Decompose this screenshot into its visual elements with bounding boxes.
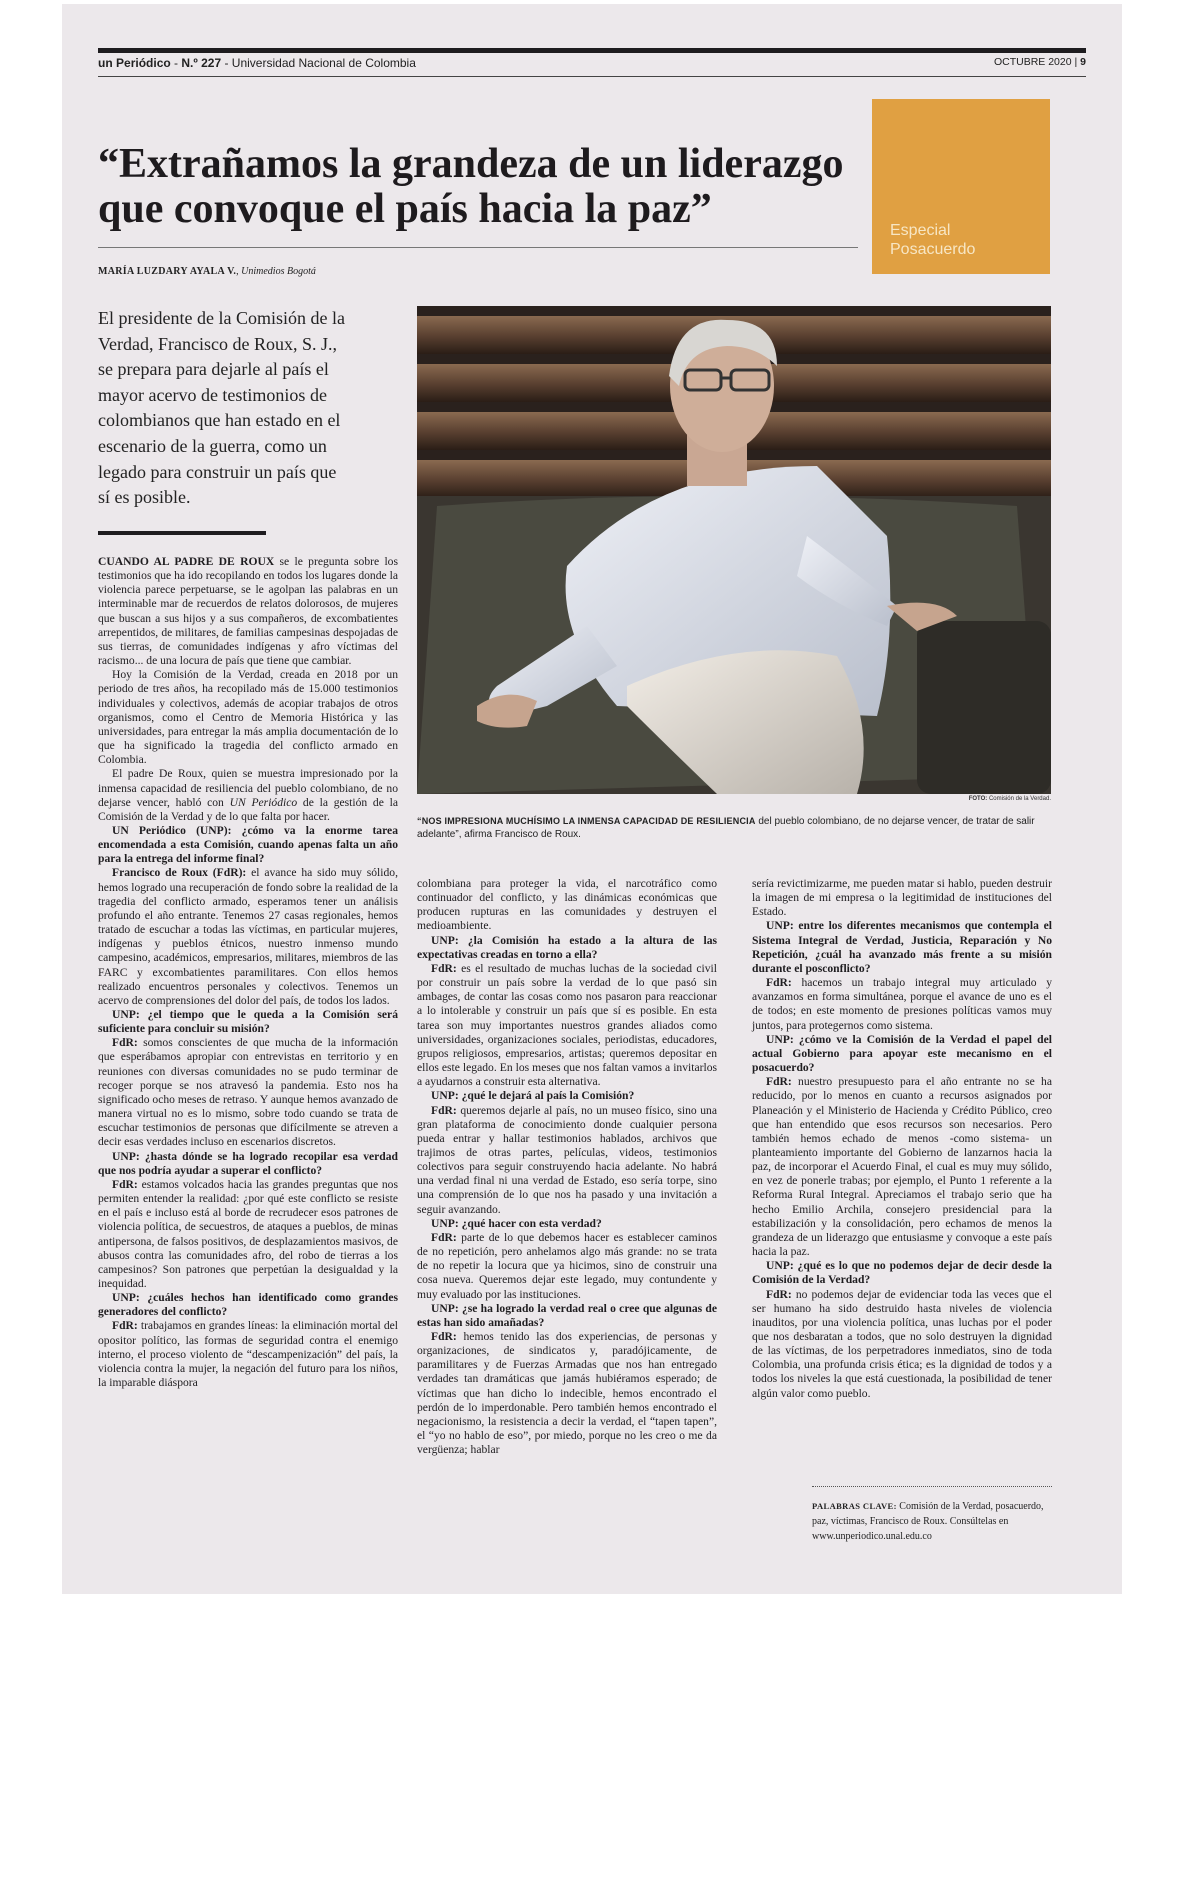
section-tag bbox=[872, 99, 1050, 274]
answer-text: trabajamos en grandes líneas: la eliminación mortal del opositor político, las formas de seguridad contra el enemigo interno, el proceso violento de “descampenización” del país, la violencia contra la mujer, la negación del futuro para los niños, la imparable diáspora bbox=[98, 1319, 398, 1390]
running-header bbox=[98, 56, 1086, 74]
question-speaker: UNP: bbox=[112, 1149, 140, 1163]
photo-credit bbox=[969, 796, 1051, 802]
answer-speaker: FdR: bbox=[112, 1036, 138, 1050]
answer bbox=[417, 1104, 717, 1217]
question-text: ¿el tiempo que le queda a la Comisión será suficiente para concluir su misión? bbox=[98, 1008, 398, 1036]
answer-speaker: FdR: bbox=[431, 1103, 457, 1117]
paragraph: sería revictimizarme, me pueden matar si hablo, pueden destruir la imagen de mi empresa o la legitimidad de instituciones del Estado. bbox=[752, 877, 1052, 919]
answer-text: nuestro presupuesto para el año entrante no se ha reducido, por lo menos en cuanto a recursos asignados por Planeación y el Ministerio de Hacienda y Crédito Público, creo que han entendido que esos recursos son necesarios. Pero también hemos echado de menos -como sistema- un planteamiento importante del Gobierno de lanzarnos hacia la paz, de incorporar el Acuerdo Final, el cual es muy muy sólido, en vez de ponerle trabas; por ejemplo, el Punto 1 referente a la Reforma Rural Integral. Apreciamos el trabajo serio que ha hecho Emilio Archila, consejero presidencial para la estabilización y la consolidación, pero echamos de menos la grandeza de un liderazgo que entusiasme y convoque a este país hacia la paz. bbox=[752, 1075, 1052, 1259]
keywords-text: Comisión de la Verdad, posacuerdo, paz, víctimas, Francisco de Roux. Consúltelas en www.unperiodico.unal.edu.co bbox=[812, 1501, 1044, 1542]
question-speaker: UNP: bbox=[112, 1291, 140, 1305]
headline: “Extrañamos la grandeza de un liderazgo que convoque el país hacia la paz” bbox=[98, 141, 844, 232]
issue-date: OCTUBRE 2020 bbox=[993, 56, 1072, 68]
answer-text: es el resultado de muchas luchas de la sociedad civil por construir un país sobre la verdad de lo que pasó sin ambages, de contar las cosas como nos pasaron para reaccionar a lo intolerable y construir un país que sí es posible. En esta tarea son muy importantes nuestros grandes aliados como universidades, organizaciones sociales, periodistas, educadores, grupos religiosos, empresarios, artistas; queremos depositar en ellos este legado. En los meses que nos faltan vamos a invitarlos a ayudarnos a construir esta alternativa. bbox=[417, 961, 717, 1089]
paragraph bbox=[98, 555, 398, 668]
question-text: ¿hasta dónde se ha logrado recopilar esa verdad que nos podría ayudar a superar el conflicto? bbox=[98, 1149, 398, 1177]
body-column-3 bbox=[752, 877, 1052, 1401]
section-tag-text bbox=[890, 221, 975, 259]
paragraph-text: de la gestión de la Comisión de la Verdad y de lo que falta por hacer. bbox=[98, 795, 398, 823]
answer bbox=[98, 1319, 398, 1390]
question-speaker: UNP: bbox=[431, 933, 459, 947]
question bbox=[98, 824, 398, 866]
question-speaker: UNP: bbox=[766, 919, 794, 933]
header-rule bbox=[98, 76, 1086, 77]
question bbox=[752, 919, 1052, 976]
paragraph: Hoy la Comisión de la Verdad, creada en 2018 por un periodo de tres años, ha recopilado más de 15.000 testimonios individuales y colectivos, además de acopiar trabajos de otros organismos, como el Centro de Memoria Histórica y las universidades, para entregar la más amplia documentación de lo que ha significado la tragedia del conflicto armado en Colombia. bbox=[98, 668, 398, 767]
question bbox=[417, 1089, 717, 1103]
paragraph: colombiana para proteger la vida, el narcotráfico como continuador del conflicto, y las dinámicas económicas que producen rupturas en las comunidades y destruyen el medioambiente. bbox=[417, 877, 717, 933]
question-speaker: UNP: bbox=[766, 1032, 794, 1046]
paragraph-text: El padre De Roux, quien se muestra impresionado por la inmensa capacidad de resiliencia del pueblo colombiano, de no dejarse vencer, habló con bbox=[98, 767, 398, 809]
answer bbox=[417, 1330, 717, 1457]
keywords-rule bbox=[812, 1486, 1052, 1487]
question-text: ¿qué le dejará al país la Comisión? bbox=[461, 1089, 635, 1103]
section-tag-line2: Posacuerdo bbox=[890, 241, 976, 258]
lede-rule bbox=[98, 531, 266, 535]
question bbox=[752, 1033, 1052, 1075]
logo-mark: un bbox=[98, 56, 113, 70]
question-speaker: UN Periódico (UNP): bbox=[112, 823, 232, 837]
body-column-1 bbox=[98, 555, 398, 1390]
photo-caption bbox=[417, 815, 1051, 841]
answer-text: no podemos dejar de evidenciar toda las veces que el ser humano ha sido destruido hasta niveles de violencia inauditos, por una violencia política, unas luchas por el poder que nos desbaratan a todos, que no solo destruyen la dignidad de las víctimas, de los perpetradores inmediatos, sino de toda Colombia, una profunda crisis ética; es la dignidad de todos y a todos los niveles la que está cuestionada, la posibilidad de tener algún valor como pueblo. bbox=[752, 1287, 1052, 1400]
portrait-illustration bbox=[417, 306, 1051, 794]
newspaper-page bbox=[62, 4, 1122, 1594]
paragraph bbox=[98, 767, 398, 824]
answer-speaker: FdR: bbox=[766, 1287, 792, 1301]
answer-speaker: FdR: bbox=[766, 976, 792, 990]
answer bbox=[98, 866, 398, 1008]
answer-text: el avance ha sido muy sólido, hemos logrado una recuperación de fondo sobre la realidad de la tragedia del conflicto armado, esperamos tener un análisis profundo el año entrante. Tenemos 27 casas regionales, hemos tratado de escuchar a todas las víctimas, en particular mujeres, indígenas y pueblos étnicos, nuestro inmenso mundo campesino, académicos, empresarios, militares, miembros de las FARC y excombatientes paramilitares. Con ellos hemos realizado encuentros personales y colectivos. Tenemos un acervo de comprensiones del dolor del país, de todos los lados. bbox=[98, 866, 398, 1007]
question-text: ¿qué hacer con esta verdad? bbox=[461, 1216, 602, 1230]
paragraph-text: se le pregunta sobre los testimonios que ha ido recopilando en todos los lugares donde la violencia parece perpetuarse, se le agolpan las palabras en un interminable mar de recuerdos de relatos dolorosos, de mujeres que buscan a sus hijos y a sus compañeros, de excombatientes arrepentidos, de militares, de familias campesinas despojadas de sus tierras, de comunidades indígenas y afro víctimas del racismo... de una locura de país que tiene que cambiar. bbox=[98, 555, 398, 668]
lede: El presidente de la Comisión de la Verdad, Francisco de Roux, S. J., se prepara para dejarle al país el mayor acervo de testimonios de colombianos que han estado en el escenario de la guerra, como un legado para construir un país que sí es posible. bbox=[98, 308, 345, 508]
author-organization: Unimedios Bogotá bbox=[241, 266, 316, 277]
answer bbox=[752, 976, 1052, 1033]
answer bbox=[98, 1178, 398, 1291]
answer-speaker: FdR: bbox=[431, 1230, 457, 1244]
answer-text: parte de lo que debemos hacer es establecer caminos de no repetición, pero anhelamos algo más grande: no se trata de no repetir la locura que ya hicimos, sino de construir una cosa nueva. Queremos dejar este legado, muy contundente y muy evaluado por las instituciones. bbox=[417, 1230, 717, 1301]
question-speaker: UNP: bbox=[431, 1216, 459, 1230]
answer-text: queremos dejarle al país, no un museo físico, sino una gran plataforma de conocimiento donde cualquier persona pueda entrar y hallar testimonios hablados, archivos que trajimos de otras partes, películas, videos, testimonios colectivos para seguir construyendo hacia adelante. No habrá una verdad final ni una verdad de Estado, eso sería torpe, sino una comprensión de lo que nos ha pasado y una invitación a seguir avanzando. bbox=[417, 1103, 717, 1216]
photo-credit-text: Comisión de la Verdad. bbox=[988, 796, 1051, 802]
body-column-2 bbox=[417, 877, 717, 1457]
question-text: entre los diferentes mecanismos que contempla el Sistema Integral de Verdad, Justicia, Reparación y No Repetición, ¿cuál ha avanzado más frente a su misión durante el posconflicto? bbox=[752, 919, 1052, 975]
answer bbox=[417, 962, 717, 1089]
byline: MARÍA LUZDARY AYALA V., Unimedios Bogotá bbox=[98, 266, 316, 277]
question-text: ¿cómo va la enorme tarea encomendada a esta Comisión, cuando apenas falta un año para la entrega del informe final? bbox=[98, 823, 398, 866]
answer bbox=[98, 1036, 398, 1149]
masthead: un Periódico - N.º 227 - Universidad Nacional de Colombia bbox=[98, 56, 416, 70]
answer-speaker: FdR: bbox=[112, 1319, 138, 1333]
answer-speaker: FdR: bbox=[766, 1075, 792, 1089]
answer-speaker: Francisco de Roux (FdR): bbox=[112, 866, 247, 880]
answer-speaker: FdR: bbox=[112, 1177, 138, 1191]
answer-text: hemos tenido las dos experiencias, de personas y organizaciones, de sindicatos y, paradójicamente, de paramilitares y de Fuerzas Armadas que nos han entregado verdades tan dramáticas que jamás hubiéramos esperado; de víctimas que han dicho lo indecible, hemos encontrado el perdón de lo imperdonable. Pero también hemos encontrado el negacionismo, la resistencia a decir la verdad, el “tapen tapen”, el “yo no hablo de eso”, por miedo, porque no les creo o me da vergüenza; hablar bbox=[417, 1330, 717, 1457]
question bbox=[417, 934, 717, 962]
answer-text: estamos volcados hacia las grandes preguntas que nos permiten entender la realidad: ¿por qué este conflicto se resiste en el país e incluso está al borde de recrudecer esos patrones de violencia política, de secuestros, de ataques a pueblos, de minas antipersona, de falsos positivos, de desplazamientos masivos, de abusos contra las comunidades afro, del robo de tierras a los campesinos? Son patrones que perpetúan la desigualdad y la inequidad. bbox=[98, 1177, 398, 1290]
headline-rule bbox=[98, 247, 858, 248]
question-text: ¿cómo ve la Comisión de la Verdad el papel del actual Gobierno para apoyar este mecanismo en el posacuerdo? bbox=[752, 1032, 1052, 1075]
question bbox=[98, 1008, 398, 1036]
opening-words: CUANDO AL PADRE DE ROUX bbox=[98, 555, 275, 568]
portrait-photo bbox=[417, 306, 1051, 794]
question-text: ¿se ha logrado la verdad real o cree que algunas de estas han sido amañadas? bbox=[417, 1301, 717, 1329]
date-page: OCTUBRE 2020 | 9 bbox=[993, 56, 1086, 68]
answer bbox=[417, 1231, 717, 1302]
publication-name: Periódico bbox=[116, 56, 171, 70]
question bbox=[98, 1291, 398, 1319]
question bbox=[98, 1150, 398, 1178]
question bbox=[417, 1302, 717, 1330]
institution-name: Universidad Nacional de Colombia bbox=[231, 56, 416, 70]
question-speaker: UNP: bbox=[431, 1089, 459, 1103]
answer bbox=[752, 1288, 1052, 1401]
answer-text: somos conscientes de que mucha de la información que esperábamos apropiar con entrevistas en territorio y en reuniones con diversas comunidades no se pudo terminar de recoger porque se nos atravesó la pandemia. Esto nos ha significado ocho meses de retraso. Y aunque hemos avanzado de manera virtual no es lo mismo, sobre todo cuando se trata de escuchar testimonios de personas que difícilmente se atreven a decir esas verdades incluso en escenarios discretos. bbox=[98, 1036, 398, 1149]
issue-number: N.º 227 bbox=[181, 56, 222, 70]
caption-text: del pueblo colombiano, de no dejarse vencer, de tratar de salir adelante”, afirma Francisco de Roux. bbox=[417, 816, 1035, 840]
answer-speaker: FdR: bbox=[431, 961, 457, 975]
keywords-label: PALABRAS CLAVE: bbox=[812, 1501, 897, 1511]
top-rule bbox=[98, 48, 1086, 53]
answer-speaker: FdR: bbox=[431, 1330, 457, 1343]
question bbox=[752, 1259, 1052, 1287]
answer-text: hacemos un trabajo integral muy articulado y avanzamos en forma simultánea, porque el avance de uno es el de todos; en este momento de presiones políticas vamos muy juntos, para protegernos como sistema. bbox=[752, 976, 1053, 1032]
publication-mention: UN Periódico bbox=[229, 795, 298, 809]
keywords-box bbox=[812, 1499, 1052, 1544]
answer bbox=[752, 1075, 1052, 1259]
question bbox=[417, 1217, 717, 1231]
photo-credit-label: FOTO: bbox=[968, 796, 988, 802]
question-speaker: UNP: bbox=[112, 1008, 140, 1021]
question-text: ¿qué es lo que no podemos dejar de decir desde la Comisión de la Verdad? bbox=[752, 1259, 1052, 1287]
question-speaker: UNP: bbox=[766, 1259, 794, 1273]
question-text: ¿cuáles hechos han identificado como grandes generadores del conflicto? bbox=[98, 1291, 398, 1319]
author-name: MARÍA LUZDARY AYALA V. bbox=[98, 266, 237, 277]
caption-lead: “NOS IMPRESIONA MUCHÍSIMO LA INMENSA CAPACIDAD DE RESILIENCIA bbox=[417, 816, 756, 826]
question-text: ¿la Comisión ha estado a la altura de las expectativas creadas en torno a ella? bbox=[417, 933, 717, 961]
question-speaker: UNP: bbox=[431, 1301, 459, 1315]
page-number: 9 bbox=[1080, 56, 1086, 68]
section-tag-line1: Especial bbox=[890, 222, 951, 239]
